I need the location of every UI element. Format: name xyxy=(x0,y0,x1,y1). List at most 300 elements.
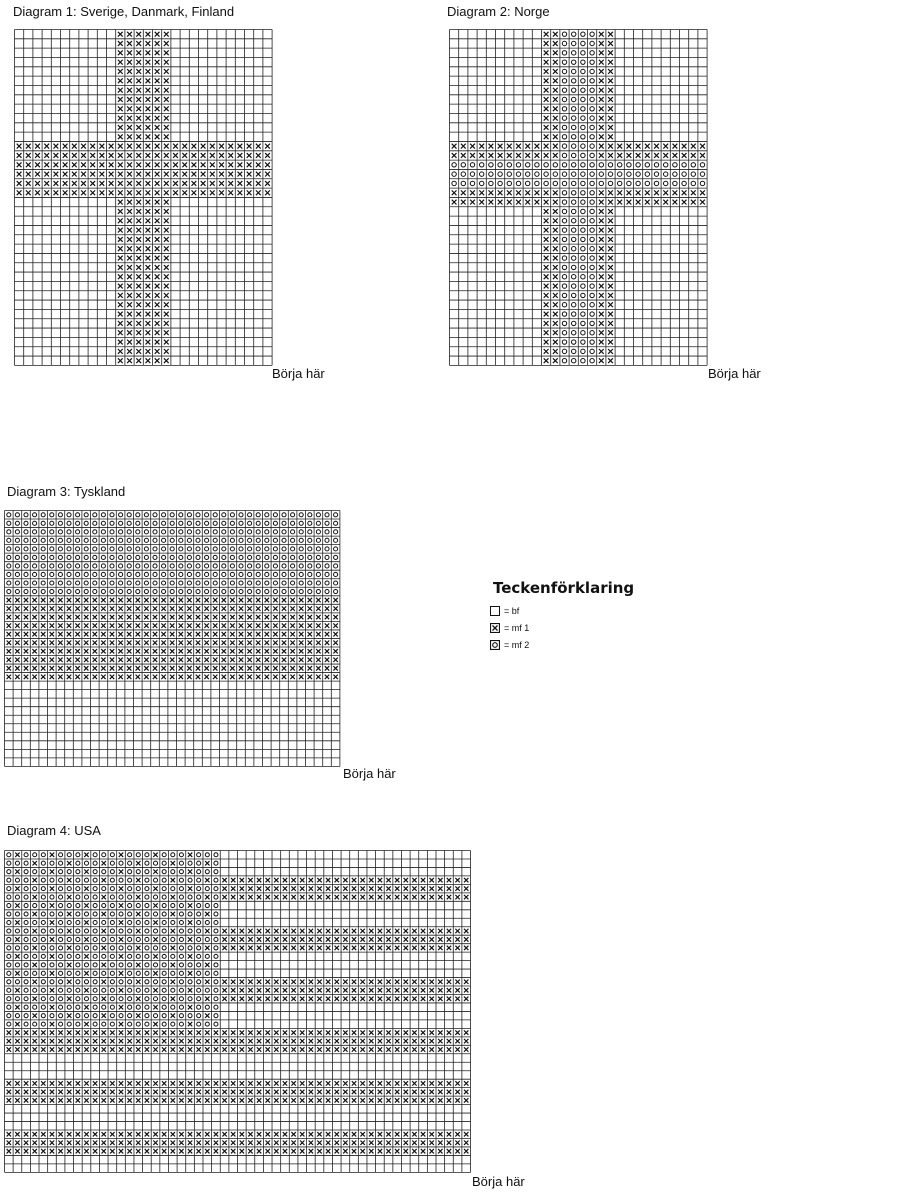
cross-stitch xyxy=(553,69,558,74)
cross-stitch xyxy=(544,256,549,261)
circle-stitch xyxy=(33,1022,37,1026)
cross-stitch xyxy=(369,878,373,882)
cross-stitch xyxy=(155,116,160,121)
cross-stitch xyxy=(58,658,62,662)
circle-stitch xyxy=(24,530,28,534)
cross-stitch xyxy=(240,980,244,984)
cross-square-icon xyxy=(490,623,500,633)
circle-stitch xyxy=(562,41,566,45)
cross-stitch xyxy=(188,1005,192,1009)
cross-stitch xyxy=(455,878,459,882)
circle-stitch xyxy=(84,513,88,517)
cross-stitch xyxy=(15,1132,19,1136)
circle-stitch xyxy=(67,971,71,975)
cross-stitch xyxy=(145,1098,149,1102)
circle-stitch xyxy=(59,853,63,857)
cross-stitch xyxy=(155,256,160,261)
cross-stitch xyxy=(421,1081,425,1085)
cross-stitch xyxy=(599,88,604,93)
cross-stitch xyxy=(136,1013,140,1017)
circle-stitch xyxy=(119,564,123,568)
cross-stitch xyxy=(136,606,140,610)
circle-stitch xyxy=(101,521,105,525)
circle-stitch xyxy=(265,555,269,559)
circle-stitch xyxy=(627,181,631,185)
cross-stitch xyxy=(41,1030,45,1034)
cross-stitch xyxy=(222,1090,226,1094)
circle-stitch xyxy=(128,920,132,924)
legend-label: = mf 1 xyxy=(504,623,530,633)
cross-stitch xyxy=(636,144,641,149)
cross-stitch xyxy=(164,60,169,65)
circle-stitch xyxy=(581,303,585,307)
cross-stitch xyxy=(316,632,320,636)
cross-stitch xyxy=(179,1090,183,1094)
circle-stitch xyxy=(144,530,148,534)
cross-stitch xyxy=(196,675,200,679)
cross-stitch xyxy=(84,869,88,873)
circle-stitch xyxy=(205,853,209,857)
circle-stitch xyxy=(33,954,37,958)
circle-stitch xyxy=(128,929,132,933)
cross-stitch xyxy=(645,144,650,149)
circle-stitch xyxy=(50,861,54,865)
circle-stitch xyxy=(273,547,277,551)
cross-stitch xyxy=(54,172,59,177)
cross-stitch xyxy=(118,349,123,354)
circle-stitch xyxy=(110,589,114,593)
cross-stitch xyxy=(369,1081,373,1085)
circle-stitch xyxy=(581,219,585,223)
circle-stitch xyxy=(571,172,575,176)
cross-stitch xyxy=(464,1039,468,1043)
cross-stitch xyxy=(162,1098,166,1102)
cross-stitch xyxy=(76,1098,80,1102)
cross-stitch xyxy=(240,1098,244,1102)
cross-stitch xyxy=(93,1030,97,1034)
cross-stitch xyxy=(146,50,151,55)
cross-stitch xyxy=(636,200,641,205)
cross-stitch xyxy=(84,1047,88,1051)
cross-stitch xyxy=(447,929,451,933)
circle-stitch xyxy=(179,870,183,874)
cross-stitch xyxy=(429,1081,433,1085)
cross-stitch xyxy=(421,1039,425,1043)
circle-stitch xyxy=(41,988,45,992)
cross-stitch xyxy=(146,237,151,242)
cross-stitch xyxy=(63,172,68,177)
cross-stitch xyxy=(110,1030,114,1034)
cross-stitch xyxy=(109,153,114,158)
cross-stitch xyxy=(188,1090,192,1094)
circle-stitch xyxy=(102,904,106,908)
cross-stitch xyxy=(90,144,95,149)
circle-stitch xyxy=(188,997,192,1001)
cross-stitch xyxy=(41,1132,45,1136)
circle-stitch xyxy=(334,521,338,525)
circle-stitch xyxy=(59,937,63,941)
circle-stitch xyxy=(230,547,234,551)
cross-stitch xyxy=(144,675,148,679)
cross-stitch xyxy=(429,1047,433,1051)
circle-stitch xyxy=(213,564,217,568)
circle-stitch xyxy=(291,547,295,551)
cross-stitch xyxy=(118,190,123,195)
circle-stitch xyxy=(24,963,28,967)
circle-stitch xyxy=(145,980,149,984)
cross-stitch xyxy=(164,144,169,149)
cross-stitch xyxy=(41,1098,45,1102)
circle-stitch xyxy=(230,538,234,542)
cross-stitch xyxy=(205,878,209,882)
circle-stitch xyxy=(239,589,243,593)
cross-stitch xyxy=(205,946,209,950)
cross-stitch xyxy=(41,649,45,653)
circle-stitch xyxy=(84,572,88,576)
cross-stitch xyxy=(162,1090,166,1094)
circle-stitch xyxy=(562,191,566,195)
cross-stitch xyxy=(54,181,59,186)
cross-stitch xyxy=(136,641,140,645)
circle-stitch xyxy=(76,937,80,941)
circle-stitch xyxy=(41,929,45,933)
circle-stitch xyxy=(179,912,183,916)
cross-stitch xyxy=(300,988,304,992)
circle-stitch xyxy=(76,878,80,882)
cross-stitch xyxy=(146,274,151,279)
cross-stitch xyxy=(291,1039,295,1043)
cross-stitch xyxy=(205,929,209,933)
circle-stitch xyxy=(154,861,158,865)
cross-stitch xyxy=(67,963,71,967)
cross-stitch xyxy=(682,153,687,158)
circle-stitch xyxy=(230,564,234,568)
circle-stitch xyxy=(590,116,594,120)
circle-stitch xyxy=(145,929,149,933)
diagram-3-start-label: Börja här xyxy=(343,766,396,781)
cross-stitch xyxy=(213,632,217,636)
circle-stitch xyxy=(127,513,131,517)
cross-stitch xyxy=(240,1141,244,1145)
cross-stitch xyxy=(155,228,160,233)
cross-stitch xyxy=(146,78,151,83)
circle-stitch xyxy=(248,521,252,525)
cross-stitch xyxy=(127,1039,131,1043)
cross-stitch xyxy=(352,886,356,890)
circle-stitch xyxy=(239,572,243,576)
cross-stitch xyxy=(274,946,278,950)
cross-stitch xyxy=(58,1141,62,1145)
circle-stitch xyxy=(76,581,80,585)
circle-stitch xyxy=(197,980,201,984)
cross-stitch xyxy=(7,606,11,610)
circle-stitch xyxy=(59,920,63,924)
circle-stitch xyxy=(470,172,474,176)
circle-stitch xyxy=(187,530,191,534)
cross-stitch xyxy=(291,1030,295,1034)
circle-stitch xyxy=(590,219,594,223)
cross-stitch xyxy=(369,988,373,992)
cross-stitch xyxy=(291,980,295,984)
circle-stitch xyxy=(571,219,575,223)
cross-stitch xyxy=(109,190,114,195)
circle-stitch xyxy=(248,555,252,559)
cross-stitch xyxy=(360,1081,364,1085)
circle-stitch xyxy=(525,181,529,185)
cross-stitch xyxy=(299,649,303,653)
cross-stitch xyxy=(257,1047,261,1051)
cross-stitch xyxy=(470,153,475,158)
diagram-4-title: Diagram 4: USA xyxy=(7,823,101,838)
cross-stitch xyxy=(464,1149,468,1153)
circle-stitch xyxy=(7,963,11,967)
cross-stitch xyxy=(240,886,244,890)
circle-stitch xyxy=(93,937,97,941)
cross-stitch xyxy=(63,190,68,195)
circle-stitch xyxy=(102,1005,106,1009)
circle-stitch xyxy=(153,581,157,585)
cross-stitch xyxy=(67,658,71,662)
cross-stitch xyxy=(67,1141,71,1145)
cross-stitch xyxy=(335,1090,339,1094)
circle-stitch xyxy=(7,937,11,941)
cross-stitch xyxy=(110,1098,114,1102)
cross-stitch xyxy=(412,878,416,882)
cross-stitch xyxy=(35,172,40,177)
cross-stitch xyxy=(15,1022,19,1026)
cross-stitch xyxy=(192,144,197,149)
cross-stitch xyxy=(395,1149,399,1153)
circle-stitch xyxy=(59,988,63,992)
cross-stitch xyxy=(663,190,668,195)
circle-stitch xyxy=(93,895,97,899)
cross-stitch xyxy=(170,666,174,670)
cross-stitch xyxy=(155,330,160,335)
cross-stitch xyxy=(100,172,105,177)
cross-stitch xyxy=(455,929,459,933)
cross-stitch xyxy=(608,330,613,335)
cross-stitch xyxy=(118,69,123,74)
circle-stitch xyxy=(110,1005,114,1009)
cross-stitch xyxy=(127,125,132,130)
cross-stitch xyxy=(118,623,122,627)
circle-stitch xyxy=(562,293,566,297)
cross-stitch xyxy=(155,321,160,326)
circle-stitch xyxy=(128,904,132,908)
cross-stitch xyxy=(231,1039,235,1043)
cross-stitch xyxy=(164,190,169,195)
cross-stitch xyxy=(84,598,88,602)
cross-stitch xyxy=(219,181,224,186)
circle-stitch xyxy=(590,321,594,325)
cross-stitch xyxy=(412,1098,416,1102)
circle-stitch xyxy=(188,878,192,882)
circle-stitch xyxy=(15,547,19,551)
circle-stitch xyxy=(136,870,140,874)
cross-stitch xyxy=(378,1039,382,1043)
cross-stitch xyxy=(455,1039,459,1043)
cross-stitch xyxy=(15,658,19,662)
cross-stitch xyxy=(266,937,270,941)
cross-stitch xyxy=(333,598,337,602)
cross-stitch xyxy=(470,200,475,205)
circle-stitch xyxy=(334,581,338,585)
circle-stitch xyxy=(479,163,483,167)
cross-stitch xyxy=(222,929,226,933)
circle-stitch xyxy=(179,581,183,585)
circle-stitch xyxy=(562,256,566,260)
circle-stitch xyxy=(571,340,575,344)
cross-stitch xyxy=(90,153,95,158)
cross-stitch xyxy=(238,162,243,167)
circle-stitch xyxy=(84,878,88,882)
circle-stitch xyxy=(590,135,594,139)
circle-stitch xyxy=(256,547,260,551)
circle-stitch xyxy=(562,97,566,101)
cross-stitch xyxy=(386,1047,390,1051)
cross-stitch xyxy=(7,1030,11,1034)
cross-stitch xyxy=(326,1047,330,1051)
cross-stitch xyxy=(335,937,339,941)
circle-stitch xyxy=(84,547,88,551)
circle-stitch xyxy=(489,172,493,176)
circle-stitch xyxy=(179,572,183,576)
cross-stitch xyxy=(118,312,123,317)
circle-stitch xyxy=(119,572,123,576)
cross-stitch xyxy=(599,246,604,251)
cross-stitch xyxy=(335,980,339,984)
circle-stitch xyxy=(581,275,585,279)
circle-stitch xyxy=(145,1014,149,1018)
circle-stitch xyxy=(50,572,54,576)
cross-stitch xyxy=(153,1030,157,1034)
circle-stitch xyxy=(187,538,191,542)
cross-stitch xyxy=(153,886,157,890)
circle-stitch xyxy=(154,997,158,1001)
circle-stitch xyxy=(562,340,566,344)
cross-stitch xyxy=(222,1098,226,1102)
cross-stitch xyxy=(599,41,604,46)
cross-stitch xyxy=(145,1047,149,1051)
circle-stitch xyxy=(41,954,45,958)
legend-title: Teckenförklaring xyxy=(493,579,635,597)
cross-stitch xyxy=(599,349,604,354)
circle-stitch xyxy=(102,853,106,857)
cross-stitch xyxy=(155,218,160,223)
cross-stitch xyxy=(299,615,303,619)
circle-stitch xyxy=(162,988,166,992)
circle-stitch xyxy=(316,547,320,551)
circle-stitch xyxy=(179,988,183,992)
cross-stitch xyxy=(412,1149,416,1153)
cross-stitch xyxy=(326,878,330,882)
circle-stitch xyxy=(205,572,209,576)
cross-stitch xyxy=(335,1132,339,1136)
cross-stitch xyxy=(7,658,11,662)
cross-stitch xyxy=(544,349,549,354)
circle-stitch xyxy=(170,572,174,576)
cross-stitch xyxy=(118,606,122,610)
cross-stitch xyxy=(136,1098,140,1102)
circle-stitch xyxy=(128,861,132,865)
circle-stitch xyxy=(562,135,566,139)
circle-stitch xyxy=(144,547,148,551)
cross-stitch xyxy=(309,1030,313,1034)
cross-stitch xyxy=(41,632,45,636)
cross-stitch xyxy=(110,1047,114,1051)
circle-stitch xyxy=(84,980,88,984)
circle-stitch xyxy=(170,555,174,559)
cross-stitch xyxy=(326,1149,330,1153)
cross-stitch xyxy=(352,1081,356,1085)
circle-stitch xyxy=(59,954,63,958)
cross-stitch xyxy=(205,1090,209,1094)
cross-stitch xyxy=(309,937,313,941)
cross-stitch xyxy=(455,1030,459,1034)
cross-stitch xyxy=(26,190,31,195)
cross-stitch xyxy=(93,1098,97,1102)
cross-stitch xyxy=(544,274,549,279)
circle-stitch xyxy=(230,572,234,576)
cross-stitch xyxy=(395,929,399,933)
cross-stitch xyxy=(118,321,123,326)
circle-stitch xyxy=(205,513,209,517)
circle-stitch xyxy=(590,153,594,157)
circle-stitch xyxy=(507,163,511,167)
cross-stitch xyxy=(119,971,123,975)
cross-stitch xyxy=(58,598,62,602)
cross-stitch xyxy=(222,1039,226,1043)
cross-stitch xyxy=(50,666,54,670)
cross-stitch xyxy=(395,1090,399,1094)
cross-stitch xyxy=(438,878,442,882)
cross-stitch xyxy=(447,1039,451,1043)
circle-stitch xyxy=(179,997,183,1001)
cross-stitch xyxy=(343,946,347,950)
cross-stitch xyxy=(119,886,123,890)
cross-stitch xyxy=(15,615,19,619)
circle-stitch xyxy=(608,181,612,185)
cross-stitch xyxy=(464,1081,468,1085)
circle-stitch xyxy=(171,870,175,874)
circle-stitch xyxy=(170,547,174,551)
cross-stitch xyxy=(41,675,45,679)
cross-stitch xyxy=(257,1030,261,1034)
cross-stitch xyxy=(81,153,86,158)
cross-stitch xyxy=(119,1047,123,1051)
circle-stitch xyxy=(59,870,63,874)
cross-stitch xyxy=(33,861,37,865)
cross-stitch xyxy=(438,988,442,992)
circle-stitch xyxy=(334,572,338,576)
cross-stitch xyxy=(50,1081,54,1085)
cross-stitch xyxy=(210,162,215,167)
cross-stitch xyxy=(26,181,31,186)
circle-stitch xyxy=(590,97,594,101)
circle-stitch xyxy=(154,980,158,984)
cross-stitch xyxy=(76,1141,80,1145)
cross-stitch xyxy=(110,598,114,602)
cross-stitch xyxy=(333,675,337,679)
cross-stitch xyxy=(438,1081,442,1085)
cross-stitch xyxy=(127,172,132,177)
cross-stitch xyxy=(161,606,165,610)
cross-stitch xyxy=(24,1030,28,1034)
cross-stitch xyxy=(171,1030,175,1034)
cross-stitch xyxy=(438,937,442,941)
cross-stitch xyxy=(119,853,123,857)
cross-stitch xyxy=(282,649,286,653)
